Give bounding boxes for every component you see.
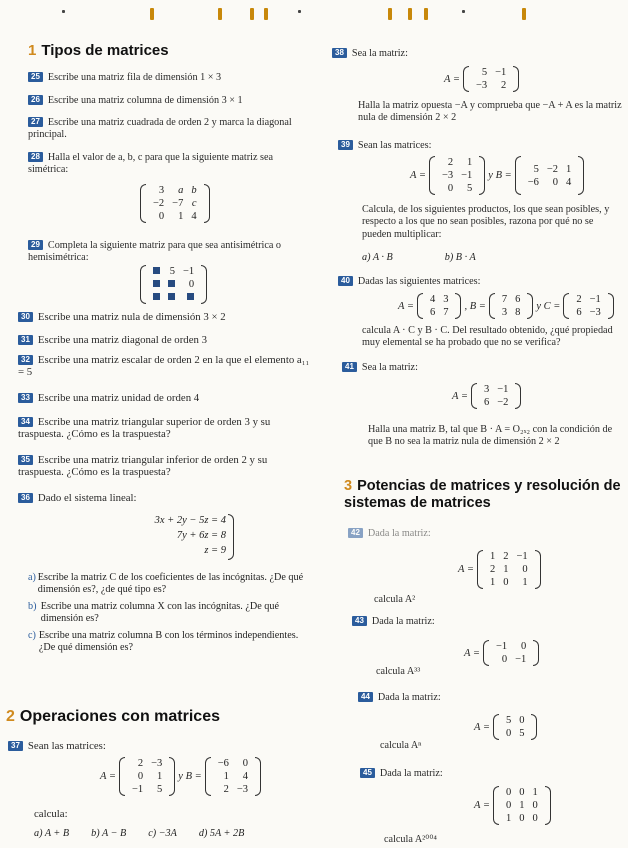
exercise-39: 39 Sean las matrices:	[338, 140, 624, 152]
calc-label-44: calcula Aⁿ	[380, 740, 422, 751]
matrices-39: A = 2 1 −3 −1 0 5 y B = 5 −2 1 −6 0 4	[410, 156, 584, 195]
blank-cell-icon	[168, 293, 175, 300]
matrices-37: A = 2 −3 0 1 −1 5 y B = −6 0 1 4 2 −3	[100, 757, 261, 796]
exercise-33: 33 Escribe una matriz unidad de orden 4	[18, 392, 310, 404]
system-brace	[228, 514, 234, 560]
blank-cell-icon	[153, 293, 160, 300]
margin-dot	[462, 10, 465, 13]
exercise-38-statement: Halla la matriz opuesta −A y comprueba que −A + A es la matriz nula de dimensión 2 × 2	[358, 100, 622, 124]
exercise-41-statement: Halla una matriz B, tal que B · A = O₂ₓ₂ con la condición de que B no sea la matriz nula de dimensión 2 × 2	[368, 424, 613, 448]
matrix-44: A = 5 0 0 5	[474, 714, 537, 740]
matrix-43: A = −1 0 0 −1	[464, 640, 539, 666]
exercise-34: 34 Escribe una matriz triangular superior de orden 3 y su traspuesta. ¿Cómo es la traspuesta?	[18, 416, 271, 441]
exercise-27: 27 Escribe una matriz cuadrada de orden 2 y marca la diagonal principal.	[28, 117, 292, 141]
margin-tick	[264, 8, 268, 20]
exercise-31: 31 Escribe una matriz diagonal de orden 3	[18, 334, 310, 346]
margin-dot	[298, 10, 301, 13]
exercise-29: 29 Completa la siguiente matriz para que sea antisimétrica o hemisimétrica:	[28, 240, 282, 264]
margin-tick	[408, 8, 412, 20]
exercise-41: 41 Sea la matriz:	[342, 362, 624, 374]
margin-tick	[150, 8, 154, 20]
exercise-45: 45 Dada la matriz:	[360, 768, 624, 780]
exercise-26: 26 Escribe una matriz columna de dimensión 3 × 1	[28, 95, 310, 107]
exercise-30: 30 Escribe una matriz nula de dimensión 3 × 2	[18, 311, 310, 323]
exercise-28: 28 Halla el valor de a, b, c para que la siguiente matriz sea simétrica:	[28, 152, 274, 176]
matrix-41: A = 3 −1 6 −2	[452, 383, 521, 409]
exercise-37: 37 Sean las matrices:	[8, 740, 298, 752]
blank-cell-icon	[168, 280, 175, 287]
margin-tick	[218, 8, 222, 20]
section-title-2: 2 Operaciones con matrices	[6, 708, 220, 725]
calc-label-37: calcula:	[34, 808, 68, 820]
exercise-36: 36 Dado el sistema lineal:	[18, 492, 310, 504]
section-title-3: 3 Potencias de matrices y resolución de sistemas de matrices	[344, 478, 621, 511]
exercise-42: 42 Dada la matriz:	[348, 528, 624, 540]
calc-label-45: calcula A²⁰⁰⁴	[384, 834, 437, 845]
margin-tick	[388, 8, 392, 20]
linear-system: 3x + 2y − 5z = 4 7y + 6z = 8 z = 9	[154, 515, 226, 556]
blank-cell-icon	[153, 267, 160, 274]
matrix-45: A = 0 0 1 0 1 0 1 0 0	[474, 786, 551, 825]
matrix-38: A = 5 −1 −3 2	[444, 66, 519, 92]
matrices-40: A = 4 3 6 7 , B = 7 6 3 8 y C = 2 −1 6 −3	[398, 293, 614, 319]
exercise-35: 35 Escribe una matriz triangular inferior de orden 2 y su traspuesta. ¿Cómo es la traspuesta?	[18, 454, 268, 479]
exercise-44: 44 Dada la matriz:	[358, 692, 624, 704]
margin-tick	[250, 8, 254, 20]
section-title-1: 1 Tipos de matrices	[28, 42, 169, 59]
margin-dot	[62, 10, 65, 13]
options-37: a) A + B b) A − B c) −3A d) 5A + 2B	[34, 828, 245, 839]
exercise-32: 32 Escribe una matriz escalar de orden 2 en la que el elemento a₁₁ = 5	[18, 354, 310, 379]
exercise-25: 25 Escribe una matriz fila de dimensión 1 × 3	[28, 72, 310, 84]
calc-label-43: calcula A³³	[376, 666, 421, 677]
margin-tick	[424, 8, 428, 20]
exercise-38: 38 Sea la matriz:	[332, 48, 622, 60]
exercise-36-parts: a) Escribe la matriz C de los coeficientes de las incógnitas. ¿De qué dimensión es?, ¿de qué tipo es? b) Escribe una matriz columna X con las incógnitas. ¿De qué dimensión es? c) Escribe una matriz columna B con los términos independientes. ¿De qué dimensión es?	[28, 572, 304, 654]
exercise-40: 40 Dadas las siguientes matrices:	[338, 276, 624, 288]
matrix-42: A = 1 2 −1 2 1 0 1 0 1	[458, 550, 541, 589]
blank-cell-icon	[187, 293, 194, 300]
blank-cell-icon	[153, 280, 160, 287]
exercise-40-statement: calcula A · C y B · C. Del resultado obtenido, ¿qué propiedad muy elemental se ha probado que no se verifica?	[362, 325, 613, 349]
matrix-29: 5 −1 0	[140, 265, 207, 307]
margin-tick	[522, 8, 526, 20]
calc-label-42: calcula A²	[374, 594, 416, 605]
exercise-43: 43 Dada la matriz:	[352, 616, 624, 628]
options-39: a) A · B b) B · A	[362, 252, 476, 263]
matrix-28: 3 a b −2 −7 c 0 1 4	[140, 184, 210, 226]
exercise-39-statement: Calcula, de los siguientes productos, los que sean posibles, y respecto a los que no sean posibles, razona por qué no se pueden multiplicar:	[362, 204, 610, 240]
